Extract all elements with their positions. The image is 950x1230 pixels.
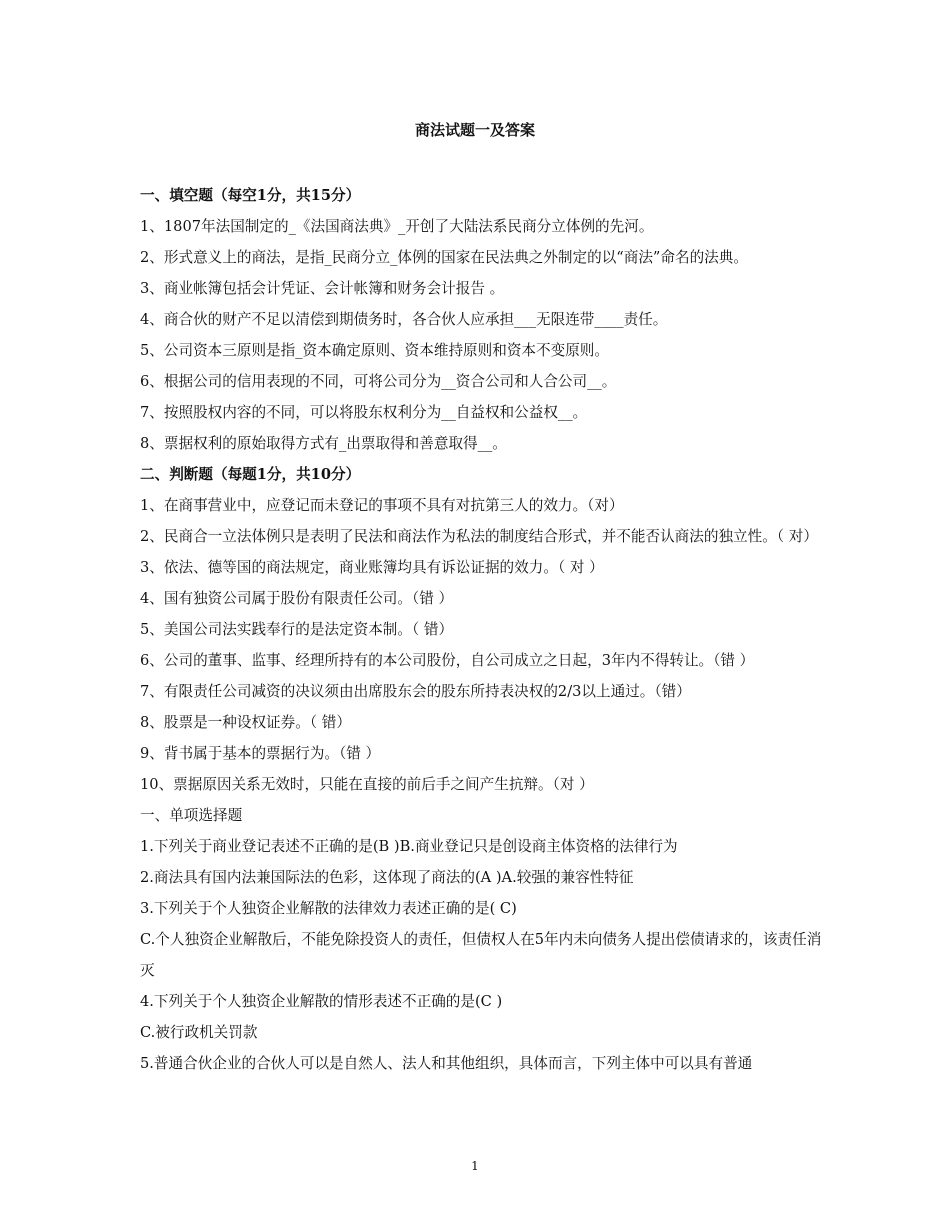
true-false-item: 6、公司的董事、监事、经理所持有的本公司股份，自公司成立之日起，3年内不得转让。（错 ） [140, 652, 755, 669]
true-false-item: 8、股票是一种设权证券。（ 错） [140, 714, 351, 731]
true-false-item: 1、在商事营业中，应登记而未登记的事项不具有对抗第三人的效力。（对） [140, 497, 624, 514]
single-choice-item: 5.普通合伙企业的合伙人可以是自然人、法人和其他组织，具体而言，下列主体中可以具有普通 [140, 1055, 753, 1072]
fill-blank-item: 6、根据公司的信用表现的不同，可将公司分为__资合公司和人合公司__。 [140, 373, 617, 390]
page-number: 1 [471, 1159, 479, 1173]
true-false-item: 10、票据原因关系无效时，只能在直接的前后手之间产生抗辩。（对 ） [140, 776, 594, 793]
fill-blank-item: 1、1807年法国制定的_《法国商法典》_开创了大陆法系民商分立体例的先河。 [140, 218, 654, 235]
single-choice-item: 1.下列关于商业登记表述不正确的是(B )B.商业登记只是创设商主体资格的法律行为 [140, 838, 678, 855]
true-false-item: 5、美国公司法实践奉行的是法定资本制。（ 错） [140, 621, 454, 638]
true-false-item: 9、背书属于基本的票据行为。（错 ） [140, 745, 381, 762]
fill-blank-item: 7、按照股权内容的不同，可以将股东权利分为__自益权和公益权__。 [140, 404, 588, 421]
true-false-item: 4、国有独资公司属于股份有限责任公司。（错 ） [140, 590, 454, 607]
page-title: 商法试题一及答案 [414, 121, 535, 139]
true-false-item: 3、依法、德等国的商法规定，商业账簿均具有诉讼证据的效力。（ 对 ） [140, 559, 604, 576]
section-heading-single-choice: 一、单项选择题 [140, 807, 243, 824]
true-false-item: 7、有限责任公司减资的决议须由出席股东会的股东所持表决权的2/3以上通过。（错） [140, 683, 691, 700]
fill-blank-item: 3、商业帐簿包括会计凭证、会计帐簿和财务会计报告 。 [140, 280, 505, 297]
true-false-item: 2、民商合一立法体例只是表明了民法和商法作为私法的制度结合形式，并不能否认商法的独立性。（ 对） [140, 528, 818, 545]
document-body [140, 180, 830, 1079]
single-choice-item: 4.下列关于个人独资企业解散的情形表述不正确的是(C ) [140, 993, 503, 1010]
fill-blank-item: 8、票据权利的原始取得方式有_出票取得和善意取得__。 [140, 435, 507, 452]
single-choice-answer: C.被行政机关罚款 [140, 1024, 258, 1041]
fill-blank-item: 5、公司资本三原则是指_资本确定原则、资本维持原则和资本不变原则。 [140, 342, 609, 359]
fill-blank-item: 2、形式意义上的商法，是指_民商分立_体例的国家在民法典之外制定的以“商法”命名的法典。 [140, 249, 748, 266]
section-heading-true-false: 二、判断题（每题1分，共10分） [140, 466, 361, 483]
single-choice-answer: C.个人独资企业解散后，不能免除投资人的责任，但债权人在5年内未向债务人提出偿债请求的，该责任消灭 [140, 931, 822, 979]
single-choice-item: 2.商法具有国内法兼国际法的色彩，这体现了商法的(A )A.较强的兼容性特征 [140, 869, 634, 886]
section-heading-fill-blank: 一、填空题（每空1分，共15分） [140, 187, 361, 204]
fill-blank-item: 4、商合伙的财产不足以清偿到期债务时，各合伙人应承担___无限连带____责任。 [140, 311, 668, 328]
single-choice-item: 3.下列关于个人独资企业解散的法律效力表述正确的是( C) [140, 900, 517, 917]
